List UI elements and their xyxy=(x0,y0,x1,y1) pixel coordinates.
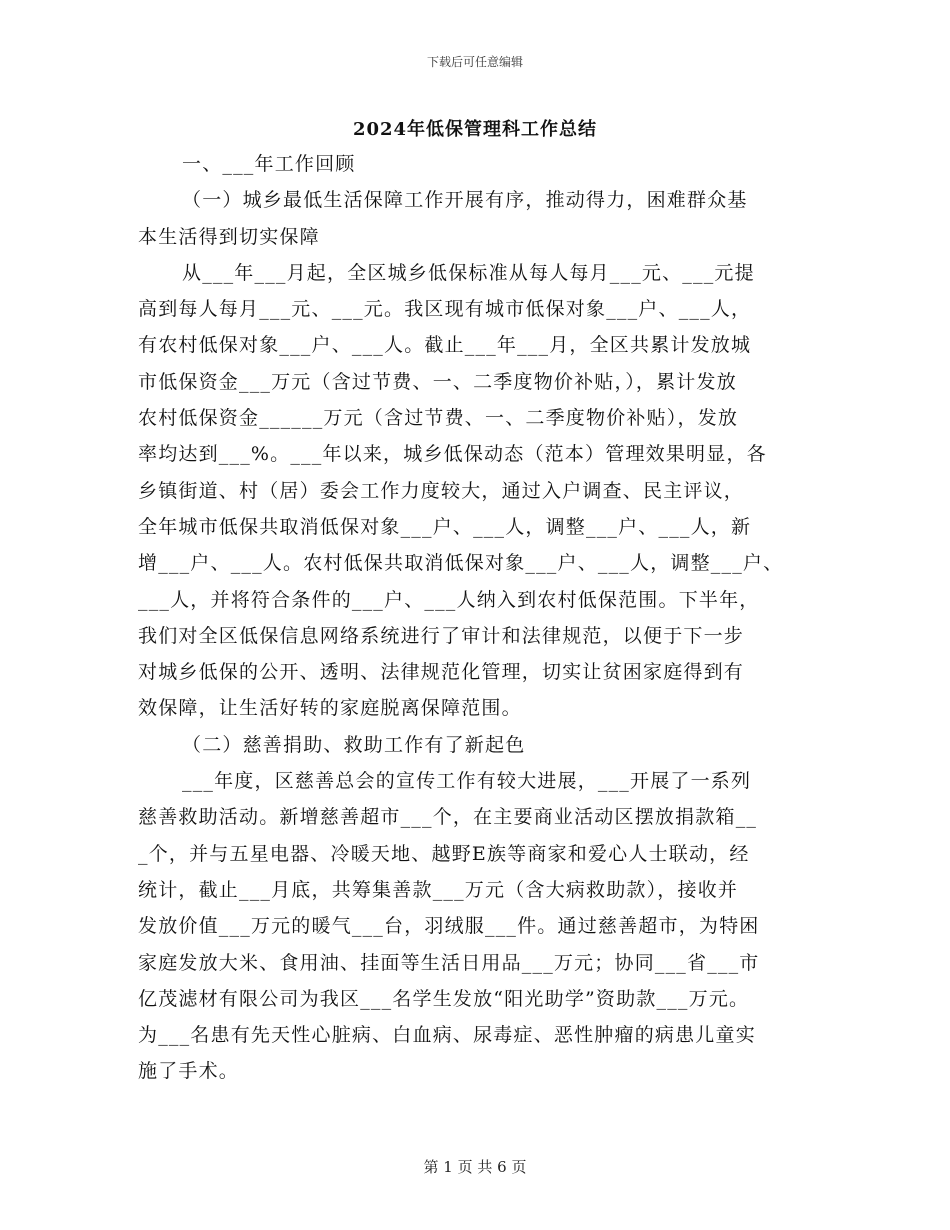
paragraph-line: 从___年___月起，全区城乡低保标准从每人每月___元、___元提 xyxy=(182,261,755,284)
paragraph-line: 为___名患有先天性心脏病、白血病、尿毒症、恶性肿瘤的病患儿童实 xyxy=(138,1024,756,1047)
subsection-heading: （二）慈善捐助、救助工作有了新起色 xyxy=(182,733,526,756)
paragraph-line: 施了手术。 xyxy=(138,1060,240,1083)
paragraph-line: _个，并与五星电器、冷暖天地、越野E族等商家和爱心人士联动，经 xyxy=(138,842,750,865)
paragraph-line: 市低保资金___万元（含过节费、一、二季度物价补贴，），累计发放 xyxy=(138,370,737,393)
paragraph-line: 亿茂滤材有限公司为我区___名学生发放“阳光助学”资助款___万元。 xyxy=(138,987,750,1010)
download-note: 下载后可任意编辑 xyxy=(426,55,523,69)
paragraph-line: 对城乡低保的公开、透明、法律规范化管理，切实让贫困家庭得到有 xyxy=(138,661,745,684)
subsection-heading: （一）城乡最低生活保障工作开展有序，推动得力，困难群众基 xyxy=(182,189,748,212)
paragraph-line: 高到每人每月___元、___元。我区现有城市低保对象___户、___人， xyxy=(138,298,752,321)
paragraph-line: 乡镇街道、村（居）委会工作力度较大，通过入户调查、民主评议， xyxy=(138,479,745,502)
paragraph-line: 效保障，让生活好转的家庭脱离保障范围。 xyxy=(138,697,522,720)
paragraph-line: 发放价值___万元的暖气___台，羽绒服___件。通过慈善超市，为特困 xyxy=(138,915,760,938)
paragraph-line: ___人，并将符合条件的___户、___人纳入到农村低保范围。下半年， xyxy=(138,588,760,611)
paragraph-line: 有农村低保对象___户、___人。截止___年___月，全区共累计发放城 xyxy=(138,334,752,357)
paragraph-line: 慈善救助活动。新增慈善超市___个，在主要商业活动区摆放捐款箱__ xyxy=(138,806,758,829)
paragraph-line: 率均达到___%。___年以来，城乡低保动态（范本）管理效果明显，各 xyxy=(138,443,767,466)
page-number: 第 1 页 共 6 页 xyxy=(423,1158,527,1176)
document-body xyxy=(138,146,828,1090)
paragraph-line: 增___户、___人。农村低保共取消低保对象___户、___人，调整___户、 xyxy=(138,552,784,575)
document-title: 2024年低保管理科工作总结 xyxy=(352,119,598,140)
paragraph-line: 统计，截止___月底，共筹集善款___万元（含大病救助款），接收并 xyxy=(138,878,739,901)
paragraph-line: 家庭发放大米、食用油、挂面等生活日用品___万元；协同___省___市 xyxy=(138,951,760,974)
paragraph-line: ___年度，区慈善总会的宣传工作有较大进展，___开展了一系列 xyxy=(182,770,752,793)
paragraph-line: 农村低保资金______万元（含过节费、一、二季度物价补贴），发放 xyxy=(138,407,739,430)
section-heading: 一、___年工作回顾 xyxy=(182,153,356,175)
paragraph-line: 全年城市低保共取消低保对象___户、___人，调整___户、___人，新 xyxy=(138,515,752,538)
paragraph-line: 我们对全区低保信息网络系统进行了审计和法律规范，以便于下一步 xyxy=(138,624,745,647)
subsection-heading-cont: 本生活得到切实保障 xyxy=(138,225,320,248)
